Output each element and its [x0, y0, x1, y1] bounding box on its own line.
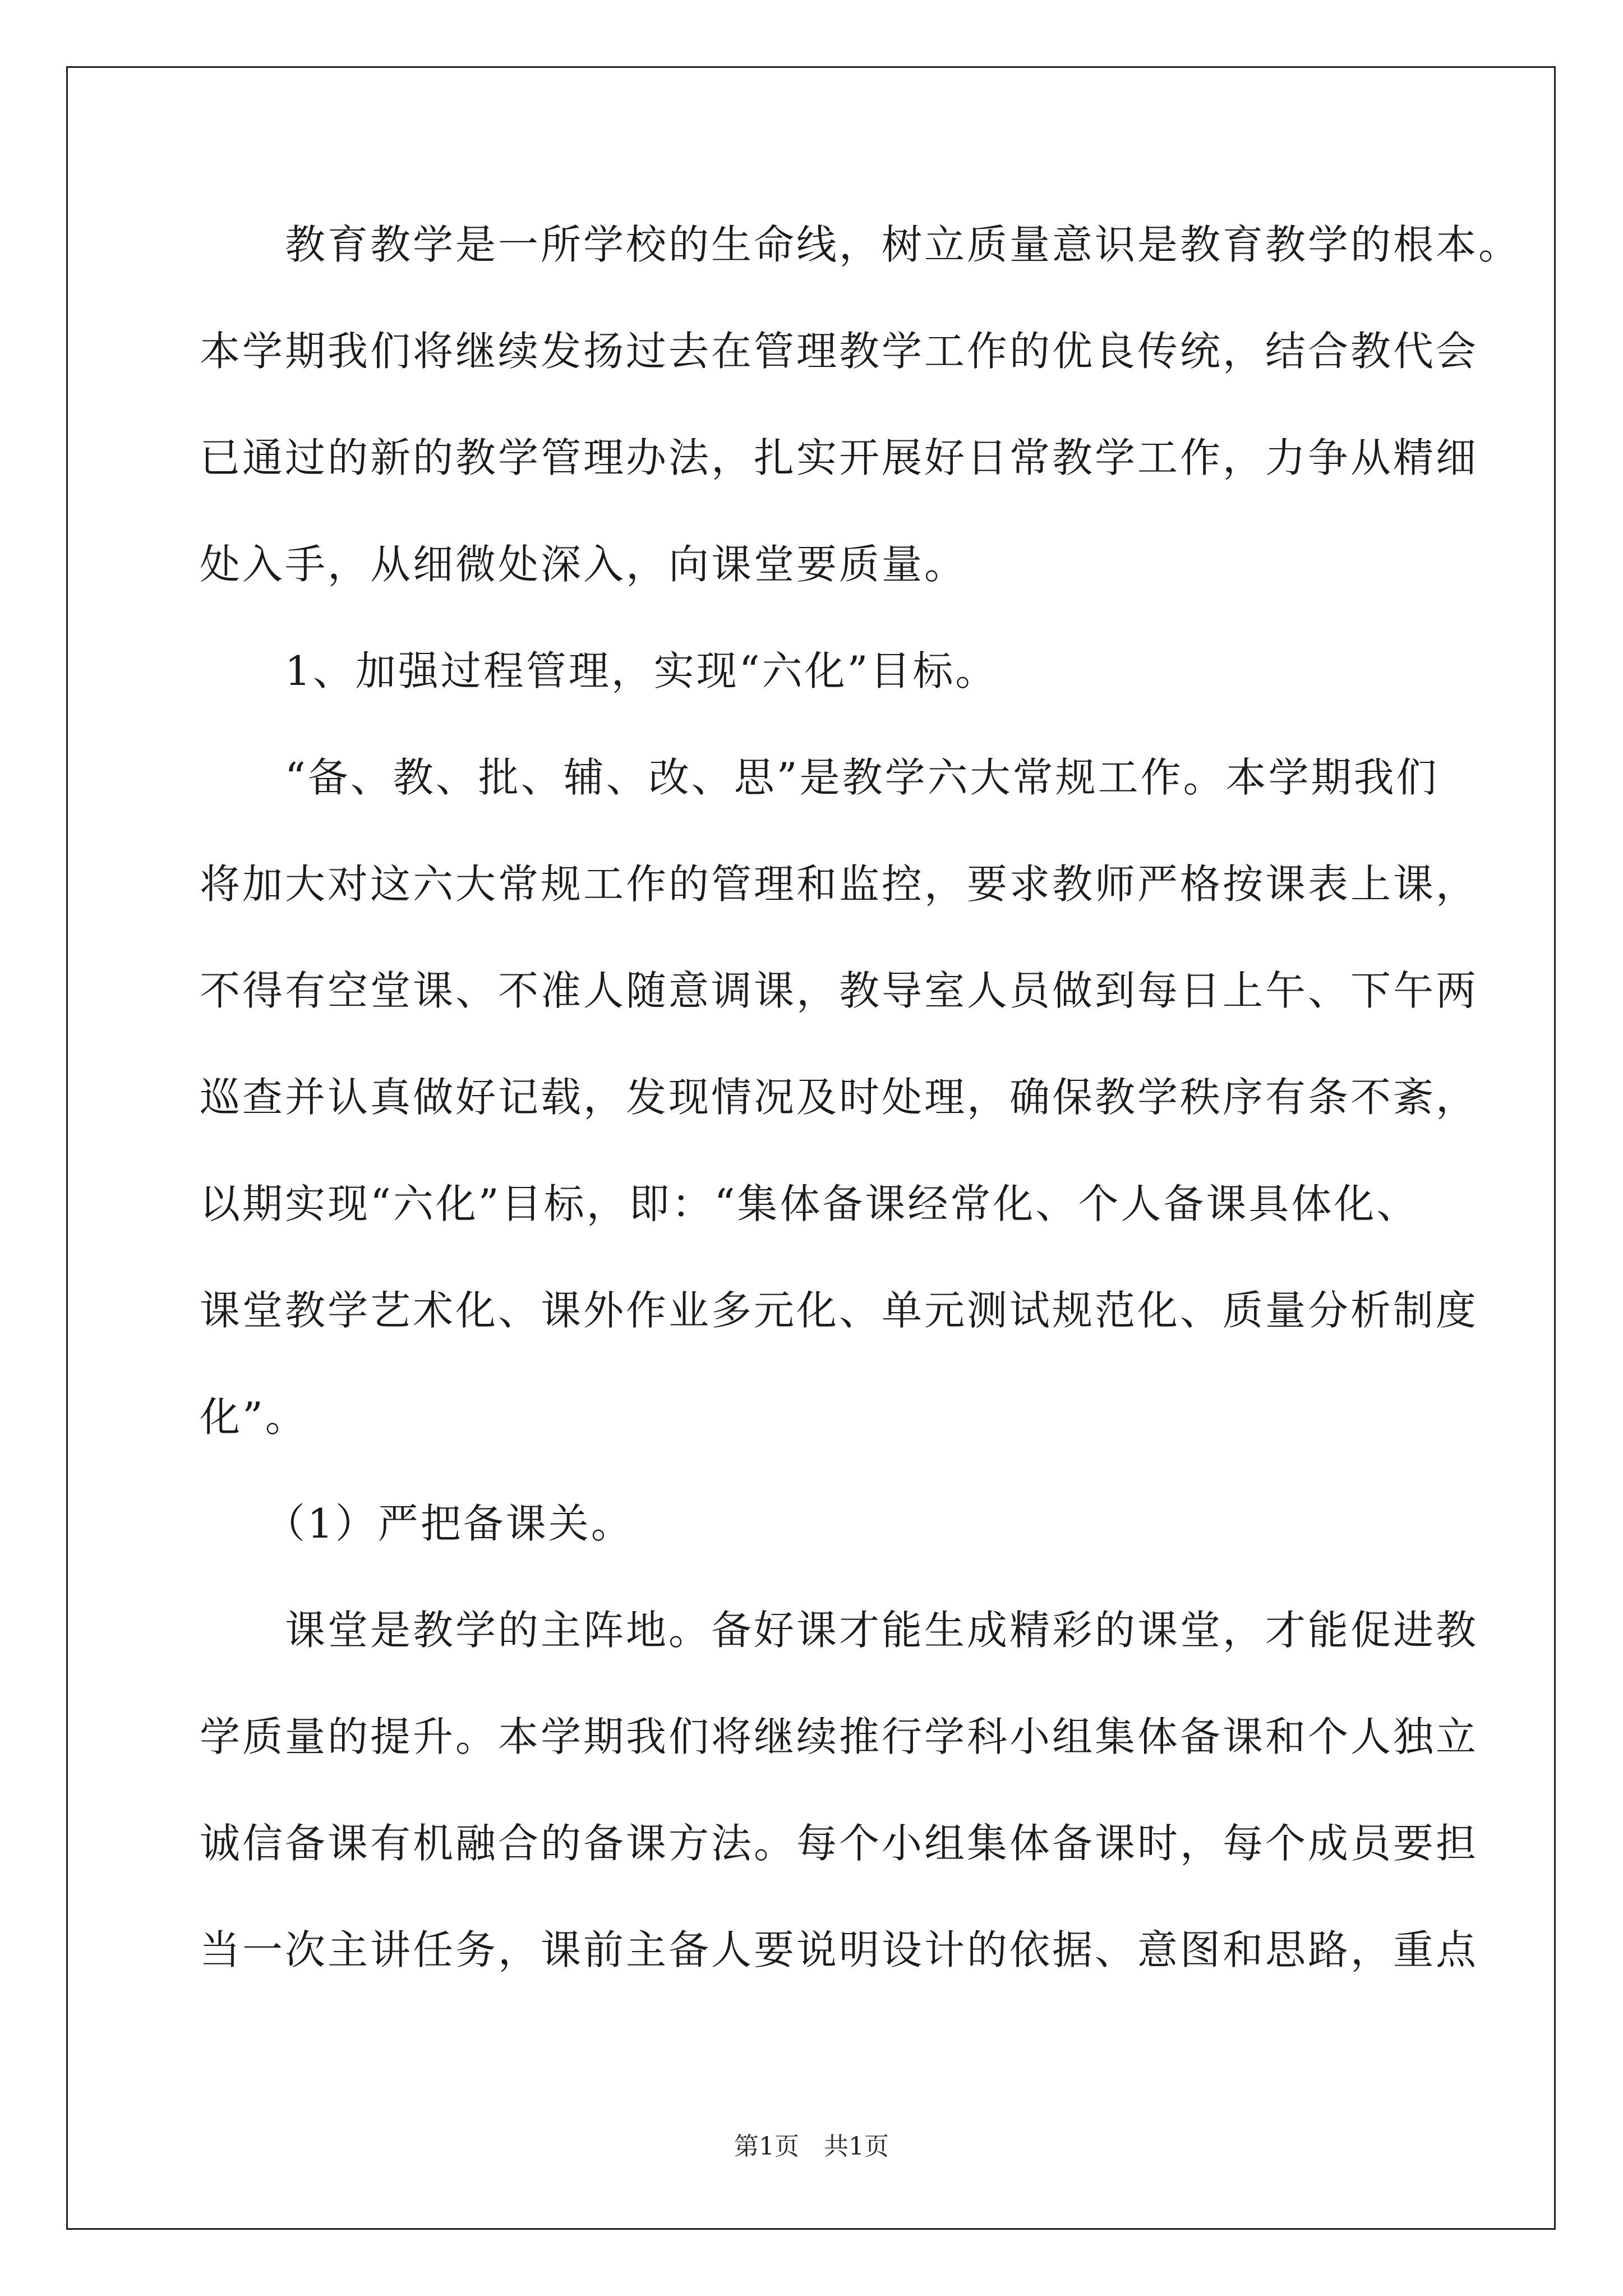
text-line: 化”。	[200, 1393, 308, 1441]
text-line: 课堂是教学的主阵地。备好课才能生成精彩的课堂，才能促进教	[200, 1607, 1479, 1654]
text-line: 已通过的新的教学管理办法，扎实开展好日常教学工作，力争从精细	[200, 434, 1479, 481]
page-footer: 第1页 共1页	[734, 2132, 889, 2161]
text-line: （1）严把备课关。	[200, 1500, 634, 1547]
text-line: 诚信备课有机融合的备课方法。每个小组集体备课时，每个成员要担	[200, 1820, 1479, 1867]
text-line: 教育教学是一所学校的生命线，树立质量意识是教育教学的根本。	[200, 221, 1521, 268]
text-line: 本学期我们将继续发扬过去在管理教学工作的优良传统，结合教代会	[200, 328, 1479, 375]
text-line: 当一次主讲任务，课前主备人要说明设计的依据、意图和思路，重点	[200, 1926, 1479, 1973]
text-line: 以期实现“六化”目标，即：“集体备课经常化、个人备课具体化、	[200, 1180, 1419, 1227]
text-line: 巡查并认真做好记载，发现情况及时处理，确保教学秩序有条不紊，	[200, 1074, 1479, 1121]
page-border	[66, 66, 1556, 2230]
text-line: 不得有空堂课、不准人随意调课，教导室人员做到每日上午、下午两	[200, 967, 1479, 1014]
text-line: 处入手，从细微处深入，向课堂要质量。	[200, 541, 967, 588]
text-line: “备、教、批、辅、改、思”是教学六大常规工作。本学期我们	[200, 754, 1439, 801]
text-line: 学质量的提升。本学期我们将继续推行学科小组集体备课和个人独立	[200, 1713, 1479, 1760]
text-line: 1、加强过程管理，实现“六化”目标。	[200, 647, 998, 694]
text-line: 课堂教学艺术化、课外作业多元化、单元测试规范化、质量分析制度	[200, 1287, 1479, 1334]
text-line: 将加大对这六大常规工作的管理和监控，要求教师严格按课表上课，	[200, 861, 1479, 908]
